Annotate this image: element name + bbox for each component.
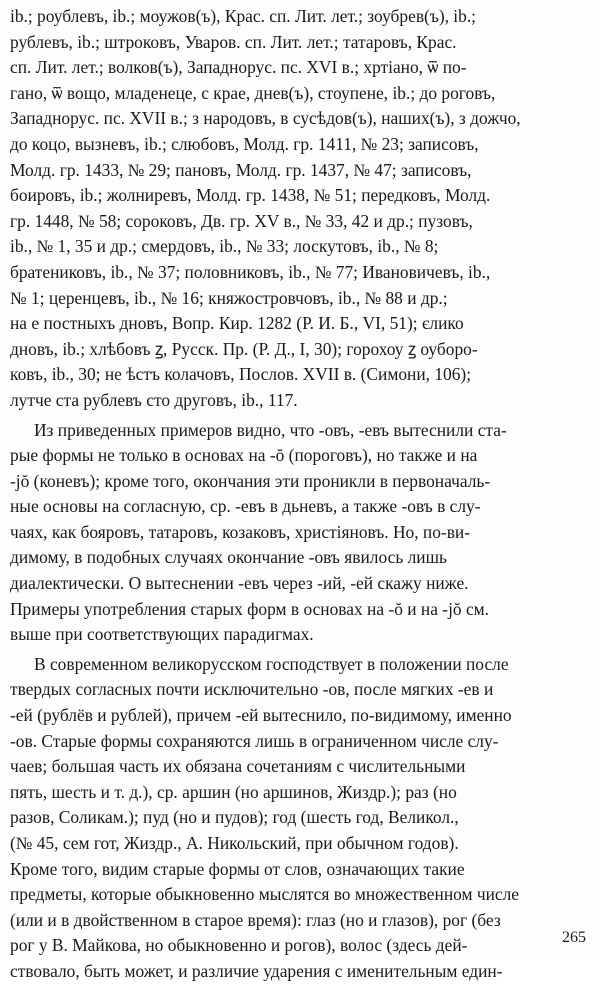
text-line: чаях, как бояровъ, татаровъ, козаковъ, христіяновъ. Но, по-ви- — [10, 521, 471, 542]
text-line: предметы, которые обыкновенно мыслятся во множественном числе — [10, 884, 520, 905]
text-line: чаев; большая часть их обязана сочетаниям с числительными — [10, 756, 466, 777]
paragraph-1 — [10, 4, 588, 414]
text-line: № 1; церенцевъ, ib., № 16; княжостровчовъ, ib., № 88 и др.; — [10, 287, 448, 308]
text-line: (или и в двойственном в старое время): глаз (но и глазов), рог (без — [10, 909, 501, 930]
text-line: на е постныхъ дновъ, Вопр. Кир. 1282 (Р. И. Б., VI, 51); єлико — [10, 313, 464, 334]
text-line: разов, Соликам.); пуд (но и пудов); год (шесть год, Великол., — [10, 807, 459, 828]
text-line: димому, в подобных случаях окончание -овъ явилось лишь — [10, 547, 447, 568]
text-line: -ей (рублёв и рублей), причем -ей вытеснило, по-видимому, именно — [10, 705, 512, 726]
text-line: лутче ста рублевъ сто друговъ, ib., 117. — [10, 389, 298, 410]
text-line: гр. 1448, № 58; сороковъ, Дв. гр. XV в., № 33, 42 и др.; пузовъ, — [10, 210, 473, 231]
text-line: ковъ, ib., 30; не ѣстъ колачовъ, Послов. XVII в. (Симони, 106); — [10, 364, 472, 385]
page-number: 265 — [562, 929, 586, 946]
text-line: твердых согласных почти исключительно -ов, после мягких -ев и — [10, 679, 494, 700]
text-line: Кроме того, видим старые формы от слов, означающих такие — [10, 858, 465, 879]
text-line: -jŏ (коневъ); кроме того, окончания эти проникли в первоначаль- — [10, 470, 491, 491]
paragraph-3 — [10, 652, 588, 985]
text-line: -ов. Старые формы сохраняются лишь в ограниченном числе слу- — [10, 730, 499, 751]
text-line: Западнорус. пс. XVII в.; з народовъ, в сусѣдов(ъ), наших(ъ), з дожчо, — [10, 108, 521, 129]
text-line: В современном великорусском господствует в положении после — [34, 653, 509, 674]
text-line: ib., № 1, 35 и др.; смердовъ, ib., № 33; лоскутовъ, ib., № 8; — [10, 236, 439, 257]
text-line: сп. Лит. лет.; волков(ъ), Западнорус. пс. XVI в.; хртіано, ѿ по- — [10, 57, 467, 78]
text-line: рог у В. Майкова, но обыкновенно и рогов), волос (здесь дей- — [10, 935, 468, 956]
text-line: дновъ, ib.; хлѣбовъ ꙁ, Русск. Пр. (Р. Д., I, 30); горохоу ꙁ оуборо- — [10, 338, 478, 359]
text-line: Из приведенных примеров видно, что -овъ, -евъ вытеснили ста- — [34, 419, 507, 440]
paragraph-2 — [10, 418, 588, 648]
text-line: (№ 45, сем гот, Жиздр., А. Никольский, при обычном годов). — [10, 833, 459, 853]
text-line: пять, шесть и т. д.), ср. аршин (но аршинов, Жиздр.); раз (но — [10, 781, 457, 802]
text-line: братениковъ, ib., № 37; половниковъ, ib., № 77; Ивановичевъ, ib., — [10, 261, 491, 282]
text-line: выше при соответствующих парадигмах. — [10, 624, 314, 645]
text-line: до коцо, вызневъ, ib.; слюбовъ, Молд. гр. 1411, № 23; записовъ, — [10, 133, 479, 154]
text-line: ib.; роублевъ, ib.; моужов(ъ), Крас. сп. Лит. лет.; зоубрев(ъ), ib.; — [10, 6, 477, 26]
body-text — [10, 4, 588, 985]
text-line: ные основы на согласную, ср. -евъ в дьневъ, а также -овъ в слу- — [10, 496, 481, 517]
text-line: Примеры употребления старых форм в основах на -ŏ и на -jŏ см. — [10, 598, 490, 619]
text-line: Молд. гр. 1433, № 29; пановъ, Молд. гр. 1437, № 47; записовъ, — [10, 159, 472, 180]
text-line: гано, ѿ вощо, младенеце, с крае, днев(ъ), стоупене, ib.; до роговъ, — [10, 82, 496, 103]
text-line: рые формы не только в основах на -ŏ (пороговъ), но также и на — [10, 445, 478, 466]
text-line: диалектически. О вытеснении -евъ через -ий, -ей скажу ниже. — [10, 573, 469, 594]
text-line: боировъ, ib.; жолниревъ, Молд. гр. 1438, № 51; передковъ, Молд. — [10, 185, 491, 206]
text-line: ствовало, быть может, и различие ударения с именительным един- — [10, 960, 503, 981]
text-line: рублевъ, ib.; штроковъ, Уваров. сп. Лит. лет.; татаровъ, Крас. — [10, 31, 457, 52]
